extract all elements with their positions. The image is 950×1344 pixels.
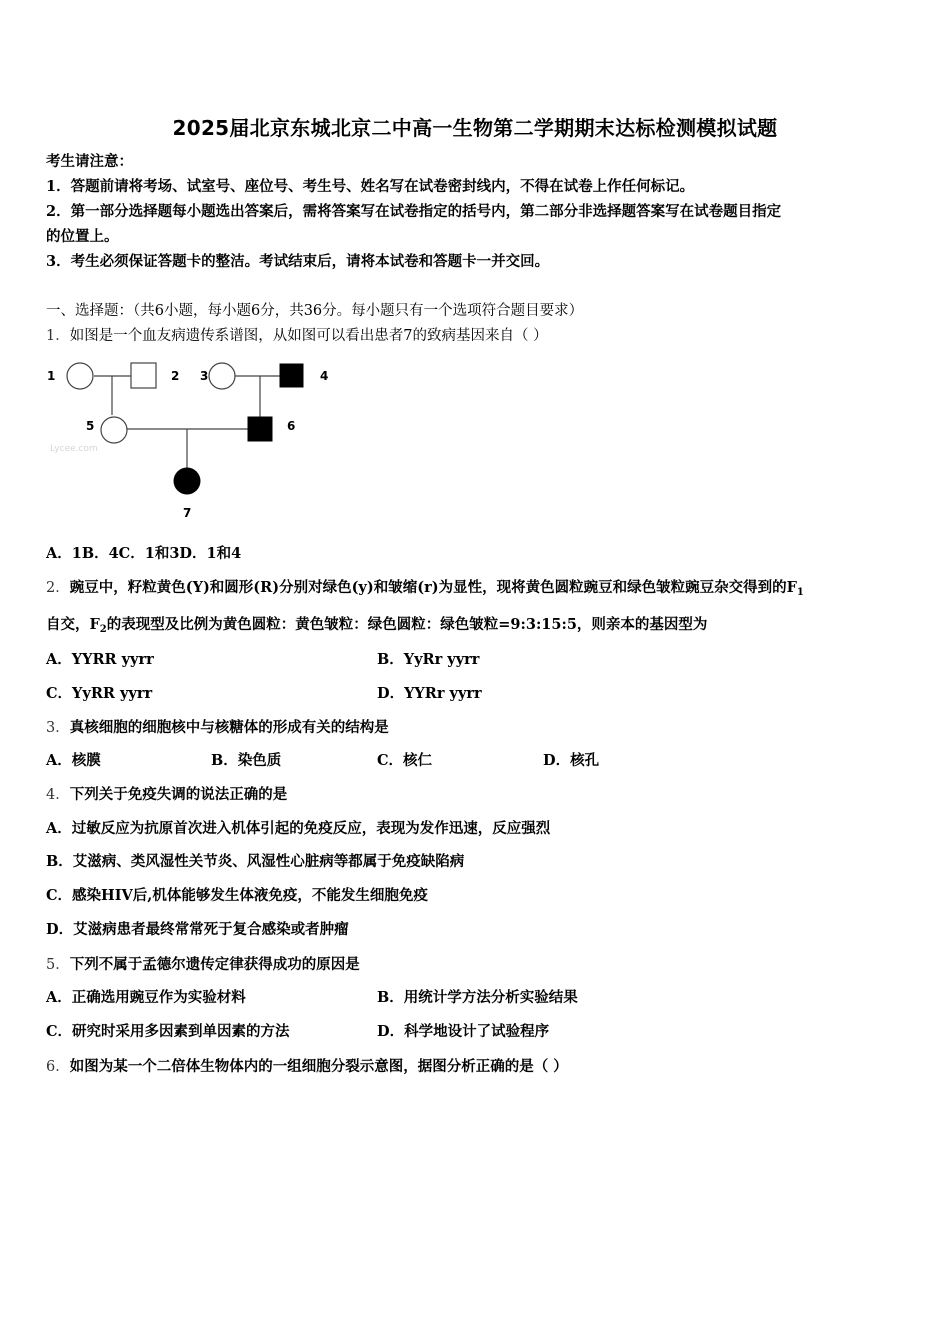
question-text: 如图是一个血友病遗传系谱图，从如图可以看出患者7的致病基因来自（ ） (69, 328, 548, 344)
question-number: 5． (46, 957, 70, 973)
page-title: 2025届北京东城北京二中高一生物第二学期期末达标检测模拟试题 (172, 116, 778, 140)
pedigree-label: 4 (320, 369, 329, 383)
option-c: C．YyRR yyrr (46, 685, 153, 702)
option-d: D．科学地设计了试验程序 (377, 1023, 550, 1040)
question-2-cont (46, 615, 707, 640)
option-b: B．染色质 (211, 752, 282, 769)
notice-item: 的位置上。 (46, 228, 119, 245)
pedigree-label: 6 (287, 419, 296, 433)
question-text: 如图为某一个二倍体生物体内的一组细胞分裂示意图，据图分析正确的是（ ） (69, 1058, 568, 1075)
option-c: C．核仁 (377, 752, 433, 769)
answer-options: A．1B．4C．1和3D．1和4 (46, 545, 242, 562)
option-b: B．用统计学方法分析实验结果 (377, 989, 578, 1006)
option-d: D．核孔 (543, 752, 600, 769)
notice-item: 3．考生必须保证答题卡的整洁。考试结束后，请将本试卷和答题卡一并交回。 (46, 253, 550, 270)
notice-heading: 考生请注意： (46, 153, 133, 170)
male-unaffected-2 (131, 363, 156, 388)
question-3 (46, 718, 389, 738)
option-b: B．YyRr yyrr (377, 651, 480, 668)
pedigree-label: 7 (183, 506, 192, 520)
question-1 (46, 326, 548, 346)
question-text: 豌豆中，籽粒黄色(Y)和圆形(R)分别对绿色(y)和皱缩(r)为显性，现将黄色圆粒豌豆和绿色皱粒豌豆杂交得到的F (69, 579, 797, 596)
question-6 (46, 1057, 568, 1077)
female-affected-7 (174, 468, 201, 495)
male-affected-6 (248, 417, 272, 441)
question-2 (46, 578, 804, 603)
question-text: 的表现型及比例为黄色圆粒：黄色皱粒：绿色圆粒：绿色皱粒=9:3:15:5，则亲本的基因型为 (106, 616, 708, 633)
female-unaffected-5 (101, 417, 127, 443)
notice-item: 2．第一部分选择题每小题选出答案后，需将答案写在试卷指定的括号内，第二部分非选择题答案写在试卷题目指定 (46, 203, 782, 220)
question-5 (46, 955, 360, 975)
female-unaffected-1 (67, 363, 93, 389)
option-d: D．YYRr yyrr (377, 685, 482, 702)
question-text: 真核细胞的细胞核中与核糖体的形成有关的结构是 (69, 719, 389, 736)
option-b: B．艾滋病、类风湿性关节炎、风湿性心脏病等都属于免疫缺陷病 (46, 853, 465, 870)
question-number: 3． (46, 720, 70, 736)
question-number: 1． (46, 328, 70, 344)
male-affected-4 (280, 364, 303, 387)
section-heading: 一、选择题：（共6小题，每小题6分，共36分。每小题只有一个选项符合题目要求） (46, 303, 584, 319)
pedigree-label: 5 (86, 419, 95, 433)
option-c: C．感染HIV后,机体能够发生体液免疫，不能发生细胞免疫 (46, 887, 428, 904)
question-text: 下列关于免疫失调的说法正确的是 (69, 786, 288, 803)
option-c: C．研究时采用多因素到单因素的方法 (46, 1023, 290, 1040)
question-text: 自交，F (46, 616, 100, 633)
watermark: Lycee.com (50, 444, 98, 454)
question-number: 6． (46, 1059, 70, 1075)
pedigree-label: 3 (200, 369, 209, 383)
question-number: 2． (46, 580, 70, 596)
pedigree-label: 1 (47, 369, 56, 383)
option-a: A．YYRR yyrr (46, 651, 154, 668)
subscript: 1 (796, 587, 804, 598)
pedigree-chart (44, 352, 344, 532)
female-unaffected-3 (209, 363, 235, 389)
option-a: A．过敏反应为抗原首次进入机体引起的免疫反应，表现为发作迅速，反应强烈 (46, 820, 551, 837)
option-a: A．正确选用豌豆作为实验材料 (46, 989, 246, 1006)
question-4 (46, 785, 287, 805)
pedigree-label: 2 (171, 369, 180, 383)
question-text: 下列不属于孟德尔遗传定律获得成功的原因是 (69, 956, 360, 973)
option-d: D．艾滋病患者最终常常死于复合感染或者肿瘤 (46, 921, 349, 938)
notice-item: 1．答题前请将考场、试室号、座位号、考生号、姓名写在试卷密封线内，不得在试卷上作任何标记。 (46, 178, 695, 195)
option-a: A．核膜 (46, 752, 101, 769)
question-number: 4． (46, 787, 70, 803)
subscript: 2 (99, 624, 107, 635)
